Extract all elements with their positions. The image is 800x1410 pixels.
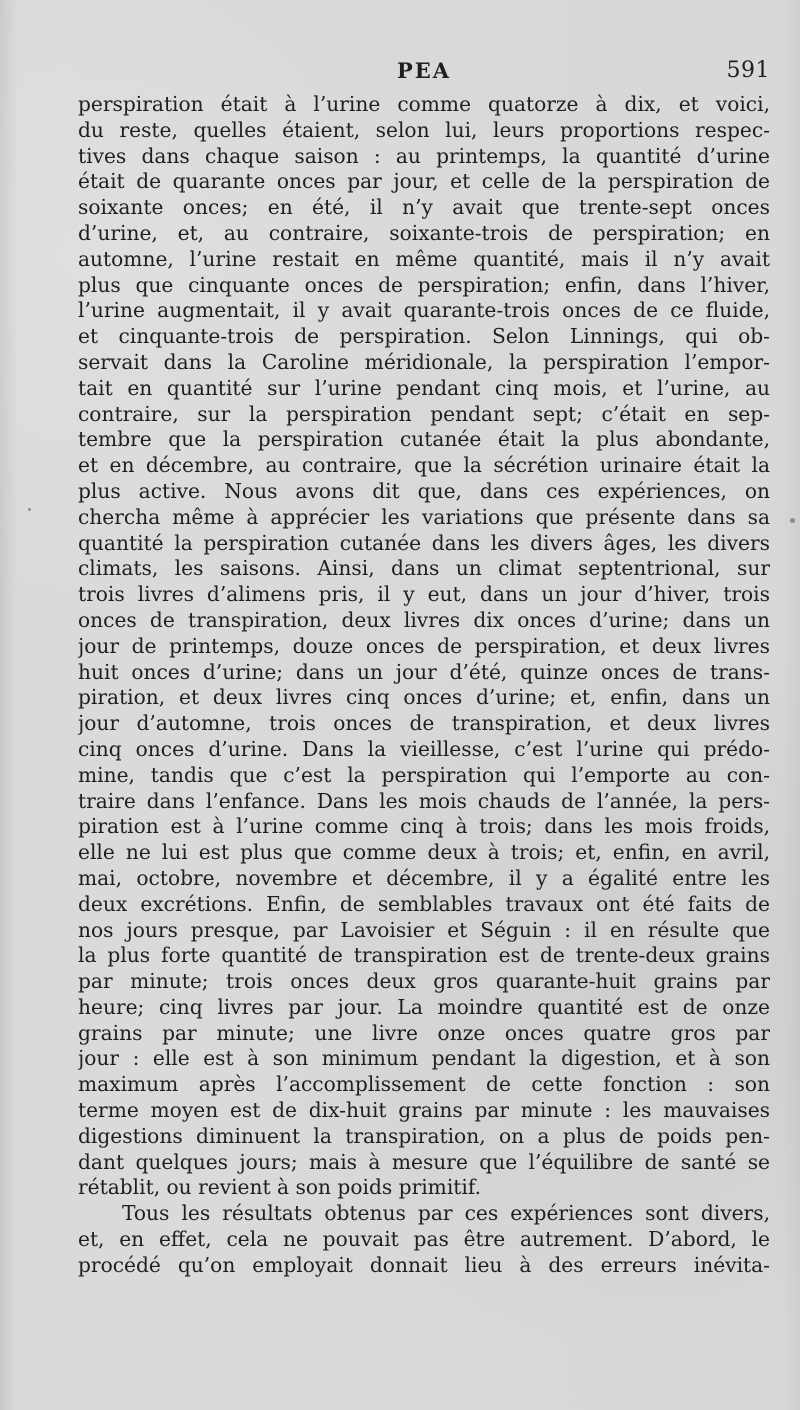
text-line: plus active. Nous avons dit que, dans ces expériences, on <box>78 478 770 503</box>
text-line: plus que cinquante onces de perspiration; enfin, dans l’hiver, <box>78 272 770 297</box>
paragraph-1 <box>78 92 770 1201</box>
text-line: jour de printemps, douze onces de perspiration, et deux livres <box>78 633 770 658</box>
text-line: du reste, quelles étaient, selon lui, leurs proportions respec- <box>78 117 770 142</box>
text-line: et, en effet, cela ne pouvait pas être autrement. D’abord, le <box>78 1227 770 1252</box>
text-line: l’urine augmentait, il y avait quarante-trois onces de ce fluide, <box>78 298 770 323</box>
text-line: jour : elle est à son minimum pendant la digestion, et à son <box>78 1046 770 1071</box>
text-line: dant quelques jours; mais à mesure que l’équilibre de santé se <box>78 1149 770 1174</box>
text-line: par minute; trois onces deux gros quarante-huit grains par <box>78 969 770 994</box>
text-line: jour d’automne, trois onces de transpiration, et deux livres <box>78 711 770 736</box>
text-line: contraire, sur la perspiration pendant sept; c’était en sep- <box>78 401 770 426</box>
text-line: automne, l’urine restait en même quantité, mais il n’y avait <box>78 246 770 271</box>
page-number: 591 <box>726 58 770 83</box>
text-line: cinq onces d’urine. Dans la vieillesse, c’est l’urine qui prédo- <box>78 736 770 761</box>
text-line: nos jours presque, par Lavoisier et Séguin : il en résulte que <box>78 917 770 942</box>
text-line: onces de transpiration, deux livres dix onces d’urine; dans un <box>78 607 770 632</box>
text-line: piration est à l’urine comme cinq à trois; dans les mois froids, <box>78 814 770 839</box>
text-line: et cinquante-trois de perspiration. Selon Linnings, qui ob- <box>78 324 770 349</box>
text-line: soixante onces; en été, il n’y avait que trente-sept onces <box>78 195 770 220</box>
text-line: Tous les résultats obtenus par ces expériences sont divers, <box>122 1201 770 1226</box>
paragraph-2 <box>78 1201 770 1278</box>
text-line: et en décembre, au contraire, que la sécrétion urinaire était la <box>78 453 770 478</box>
text-line: d’urine, et, au contraire, soixante-trois de perspiration; en <box>78 220 770 245</box>
text-line: deux excrétions. Enfin, de semblables travaux ont été faits de <box>78 891 770 916</box>
text-line: la plus forte quantité de transpiration est de trente-deux grains <box>78 943 770 968</box>
text-line: quantité la perspiration cutanée dans les divers âges, les divers <box>78 530 770 555</box>
text-line: était de quarante onces par jour, et celle de la perspiration de <box>78 169 770 194</box>
text-line: perspiration était à l’urine comme quatorze à dix, et voici, <box>78 92 770 116</box>
text-line: piration, et deux livres cinq onces d’urine; et, enfin, dans un <box>78 685 770 710</box>
text-line: tait en quantité sur l’urine pendant cinq mois, et l’urine, au <box>78 375 770 400</box>
text-line: huit onces d’urine; dans un jour d’été, quinze onces de trans- <box>78 659 770 684</box>
text-line: heure; cinq livres par jour. La moindre quantité est de onze <box>78 994 770 1019</box>
paper-speck <box>790 518 795 523</box>
text-line: grains par minute; une livre onze onces quatre gros par <box>78 1020 770 1045</box>
text-line: traire dans l’enfance. Dans les mois chauds de l’année, la pers- <box>78 788 770 813</box>
text-line: elle ne lui est plus que comme deux à trois; et, enfin, en avril, <box>78 840 770 865</box>
body-text <box>78 92 770 1279</box>
running-head: PEA <box>396 58 452 83</box>
paper-speck <box>28 508 31 511</box>
text-line: servait dans la Caroline méridionale, la perspiration l’empor- <box>78 349 770 374</box>
text-line: chercha même à apprécier les variations que présente dans sa <box>78 504 770 529</box>
text-line: digestions diminuent la transpiration, on a plus de poids pen- <box>78 1123 770 1148</box>
text-line: tives dans chaque saison : au printemps, la quantité d’urine <box>78 143 770 168</box>
text-line: maximum après l’accomplissement de cette fonction : son <box>78 1072 770 1097</box>
text-line: terme moyen est de dix-huit grains par minute : les mauvaises <box>78 1098 770 1123</box>
text-line: mine, tandis que c’est la perspiration qui l’emporte au con- <box>78 762 770 787</box>
text-line: rétablit, ou revient à son poids primitif. <box>78 1175 482 1200</box>
text-line: procédé qu’on employait donnait lieu à des erreurs inévita- <box>78 1252 770 1277</box>
text-line: trois livres d’alimens pris, il y eut, dans un jour d’hiver, trois <box>78 582 770 607</box>
text-line: tembre que la perspiration cutanée était la plus abondante, <box>78 427 770 452</box>
text-line: mai, octobre, novembre et décembre, il y a égalité entre les <box>78 865 770 890</box>
text-line: climats, les saisons. Ainsi, dans un climat septentrional, sur <box>78 556 770 581</box>
page-header <box>78 58 770 88</box>
